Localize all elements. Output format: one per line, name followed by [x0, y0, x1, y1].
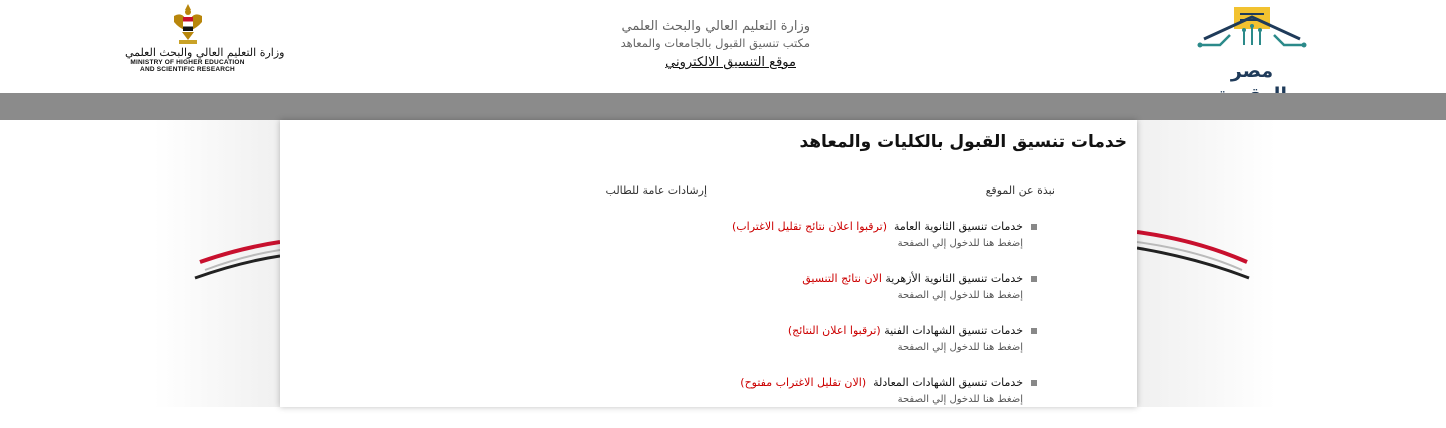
service-item-azhar: [617, 272, 1037, 324]
service-title-row[interactable]: [617, 376, 1037, 389]
office-name: مكتب تنسيق القبول بالجامعات والمعاهد: [620, 36, 810, 50]
digital-egypt-logo: [1196, 5, 1308, 87]
service-note: الان نتائج التنسيق: [802, 272, 882, 285]
main-content: [280, 120, 1137, 407]
ministry-english-line2: AND SCIENTIFIC RESEARCH: [140, 66, 235, 73]
page-title: خدمات تنسيق القبول بالكليات والمعاهد: [799, 132, 1127, 152]
service-title-row[interactable]: [617, 324, 1037, 337]
ministry-logo: [125, 2, 285, 92]
bullet-icon: [1031, 328, 1037, 334]
digital-egypt-text: مصر: [1230, 60, 1274, 82]
service-title: خدمات تنسيق الثانوية الأزهرية: [885, 272, 1023, 285]
service-enter-link[interactable]: إضغط هنا للدخول إلي الصفحة: [897, 238, 1023, 249]
service-title-row[interactable]: [617, 272, 1037, 285]
site-link[interactable]: موقع التنسيق الالكتروني: [665, 55, 796, 70]
eagle-emblem-icon: [171, 2, 205, 46]
service-item-equivalent: [617, 376, 1037, 428]
digital-egypt-icon: [1196, 5, 1308, 55]
service-title: خدمات تنسيق الثانوية العامة: [894, 220, 1023, 233]
ministry-english-line1: MINISTRY OF HIGHER EDUCATION: [130, 59, 245, 66]
ministry-name: وزارة التعليم العالي والبحث العلمي: [621, 19, 810, 34]
service-item-general-secondary: [617, 220, 1037, 272]
service-note: (ترقبوا اعلان النتائج): [787, 324, 881, 337]
bullet-icon: [1031, 276, 1037, 282]
bullet-icon: [1031, 224, 1037, 230]
service-enter-link[interactable]: إضغط هنا للدخول إلي الصفحة: [897, 394, 1023, 405]
left-decoration: [0, 120, 280, 407]
service-title-row[interactable]: [617, 220, 1037, 233]
bullet-icon: [1031, 380, 1037, 386]
nav-bar: [0, 93, 1446, 120]
service-note: (الان تقليل الاغتراب مفتوح): [740, 376, 867, 389]
service-note: (ترقبوا اعلان نتائج تقليل الاغتراب): [732, 220, 887, 233]
services-list: [617, 220, 1037, 428]
service-title: خدمات تنسيق الشهادات المعادلة: [873, 376, 1023, 389]
page-header: [0, 0, 1446, 93]
service-title: خدمات تنسيق الشهادات الفنية: [884, 324, 1023, 337]
service-item-technical: [617, 324, 1037, 376]
service-enter-link[interactable]: إضغط هنا للدخول إلي الصفحة: [897, 290, 1023, 301]
about-site-link[interactable]: نبذة عن الموقع: [985, 184, 1055, 197]
student-guides-link[interactable]: إرشادات عامة للطالب: [605, 184, 707, 197]
ministry-arabic-text: وزارة التعليم العالي والبحث العلمي: [125, 46, 285, 59]
right-decoration: [1137, 120, 1446, 407]
flag-stripe-left-icon: [0, 120, 280, 407]
service-enter-link[interactable]: إضغط هنا للدخول إلي الصفحة: [897, 342, 1023, 353]
flag-stripe-right-icon: [1137, 120, 1446, 407]
header-center-text: [560, 18, 810, 70]
